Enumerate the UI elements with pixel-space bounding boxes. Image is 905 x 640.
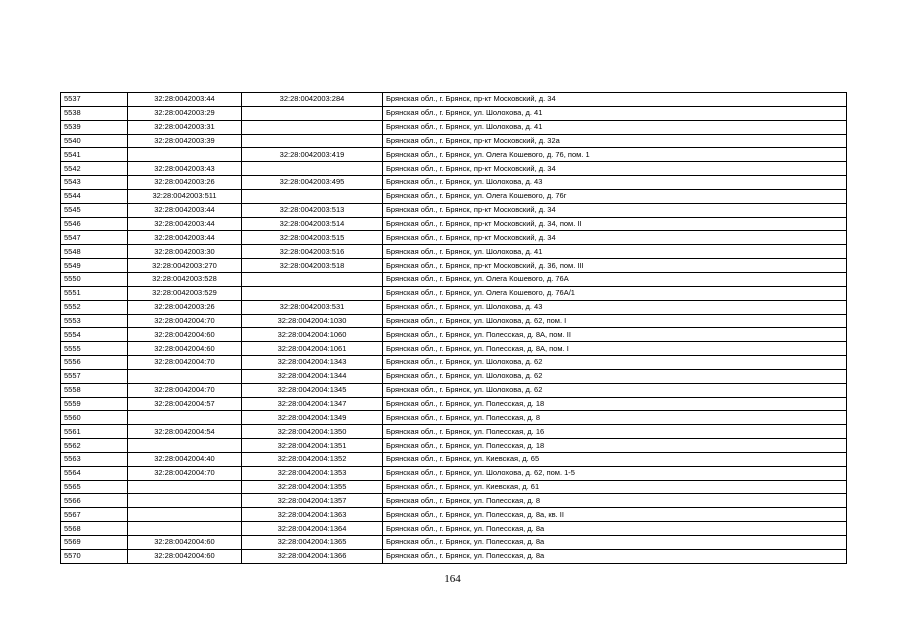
object-number-cell <box>242 272 383 286</box>
object-number-cell: 32:28:0042004:1364 <box>242 522 383 536</box>
address-cell: Брянская обл., г. Брянск, ул. Полесская, д. 8А, пом. I <box>383 342 847 356</box>
register-table <box>60 92 847 564</box>
row-number-cell: 5552 <box>61 300 128 314</box>
row-number-cell: 5563 <box>61 452 128 466</box>
parcel-number-cell: 32:28:0042003:31 <box>128 120 242 134</box>
object-number-cell <box>242 120 383 134</box>
parcel-number-cell: 32:28:0042004:60 <box>128 549 242 563</box>
object-number-cell: 32:28:0042004:1351 <box>242 439 383 453</box>
address-cell: Брянская обл., г. Брянск, ул. Полесская, д. 16 <box>383 425 847 439</box>
row-number-cell: 5540 <box>61 134 128 148</box>
table-row <box>61 522 847 536</box>
object-number-cell: 32:28:0042004:1365 <box>242 536 383 550</box>
table-row <box>61 300 847 314</box>
address-cell: Брянская обл., г. Брянск, пр-кт Московский, д. 32а <box>383 134 847 148</box>
row-number-cell: 5537 <box>61 93 128 107</box>
address-cell: Брянская обл., г. Брянск, ул. Шолохова, д. 62 <box>383 369 847 383</box>
table-row <box>61 536 847 550</box>
address-cell: Брянская обл., г. Брянск, ул. Шолохова, д. 43 <box>383 300 847 314</box>
address-cell: Брянская обл., г. Брянск, ул. Олега Кошевого, д. 76А <box>383 272 847 286</box>
table-row <box>61 508 847 522</box>
address-cell: Брянская обл., г. Брянск, ул. Полесская, д. 18 <box>383 397 847 411</box>
row-number-cell: 5549 <box>61 259 128 273</box>
object-number-cell: 32:28:0042004:1349 <box>242 411 383 425</box>
table-row <box>61 314 847 328</box>
table-row <box>61 356 847 370</box>
parcel-number-cell: 32:28:0042004:57 <box>128 397 242 411</box>
table-row <box>61 106 847 120</box>
object-number-cell <box>242 162 383 176</box>
object-number-cell: 32:28:0042004:1345 <box>242 383 383 397</box>
row-number-cell: 5548 <box>61 245 128 259</box>
parcel-number-cell: 32:28:0042004:70 <box>128 466 242 480</box>
row-number-cell: 5560 <box>61 411 128 425</box>
object-number-cell: 32:28:0042003:531 <box>242 300 383 314</box>
table-row <box>61 494 847 508</box>
parcel-number-cell <box>128 494 242 508</box>
row-number-cell: 5570 <box>61 549 128 563</box>
table-row <box>61 203 847 217</box>
address-cell: Брянская обл., г. Брянск, ул. Олега Кошевого, д. 76А/1 <box>383 286 847 300</box>
row-number-cell: 5538 <box>61 106 128 120</box>
object-number-cell <box>242 106 383 120</box>
table-row <box>61 369 847 383</box>
row-number-cell: 5566 <box>61 494 128 508</box>
table-row <box>61 397 847 411</box>
parcel-number-cell: 32:28:0042003:26 <box>128 176 242 190</box>
object-number-cell <box>242 134 383 148</box>
parcel-number-cell: 32:28:0042003:44 <box>128 203 242 217</box>
page-number: 164 <box>444 573 461 585</box>
object-number-cell: 32:28:0042004:1355 <box>242 480 383 494</box>
address-cell: Брянская обл., г. Брянск, ул. Шолохова, д. 62, пом. I <box>383 314 847 328</box>
object-number-cell: 32:28:0042004:1357 <box>242 494 383 508</box>
address-cell: Брянская обл., г. Брянск, пр-кт Московский, д. 34 <box>383 93 847 107</box>
object-number-cell: 32:28:0042004:1030 <box>242 314 383 328</box>
object-number-cell: 32:28:0042003:284 <box>242 93 383 107</box>
row-number-cell: 5542 <box>61 162 128 176</box>
table-row <box>61 162 847 176</box>
parcel-number-cell: 32:28:0042003:44 <box>128 93 242 107</box>
object-number-cell: 32:28:0042004:1352 <box>242 452 383 466</box>
row-number-cell: 5568 <box>61 522 128 536</box>
row-number-cell: 5569 <box>61 536 128 550</box>
object-number-cell <box>242 189 383 203</box>
parcel-number-cell: 32:28:0042003:44 <box>128 217 242 231</box>
address-cell: Брянская обл., г. Брянск, ул. Олега Кошевого, д. 76г <box>383 189 847 203</box>
table-row <box>61 259 847 273</box>
object-number-cell: 32:28:0042003:516 <box>242 245 383 259</box>
table-row <box>61 383 847 397</box>
parcel-number-cell: 32:28:0042003:30 <box>128 245 242 259</box>
table-row <box>61 452 847 466</box>
table-row <box>61 134 847 148</box>
address-cell: Брянская обл., г. Брянск, ул. Полесская, д. 8а <box>383 536 847 550</box>
table-row <box>61 439 847 453</box>
address-cell: Брянская обл., г. Брянск, ул. Полесская, д. 8 <box>383 411 847 425</box>
object-number-cell: 32:28:0042004:1353 <box>242 466 383 480</box>
object-number-cell: 32:28:0042004:1061 <box>242 342 383 356</box>
parcel-number-cell: 32:28:0042003:270 <box>128 259 242 273</box>
parcel-number-cell <box>128 508 242 522</box>
row-number-cell: 5564 <box>61 466 128 480</box>
parcel-number-cell: 32:28:0042003:43 <box>128 162 242 176</box>
parcel-number-cell: 32:28:0042003:511 <box>128 189 242 203</box>
object-number-cell: 32:28:0042004:1343 <box>242 356 383 370</box>
row-number-cell: 5559 <box>61 397 128 411</box>
object-number-cell: 32:28:0042004:1344 <box>242 369 383 383</box>
parcel-number-cell: 32:28:0042004:70 <box>128 383 242 397</box>
address-cell: Брянская обл., г. Брянск, ул. Киевская, д. 61 <box>383 480 847 494</box>
row-number-cell: 5551 <box>61 286 128 300</box>
address-cell: Брянская обл., г. Брянск, пр-кт Московский, д. 34 <box>383 203 847 217</box>
table-row <box>61 93 847 107</box>
parcel-number-cell <box>128 411 242 425</box>
parcel-number-cell <box>128 148 242 162</box>
parcel-number-cell: 32:28:0042003:39 <box>128 134 242 148</box>
table-row <box>61 272 847 286</box>
table-row <box>61 231 847 245</box>
parcel-number-cell: 32:28:0042004:60 <box>128 342 242 356</box>
parcel-number-cell: 32:28:0042004:70 <box>128 314 242 328</box>
row-number-cell: 5558 <box>61 383 128 397</box>
row-number-cell: 5543 <box>61 176 128 190</box>
table-row <box>61 120 847 134</box>
table-row <box>61 480 847 494</box>
table-row <box>61 328 847 342</box>
parcel-number-cell: 32:28:0042003:528 <box>128 272 242 286</box>
parcel-number-cell: 32:28:0042004:40 <box>128 452 242 466</box>
table-row <box>61 549 847 563</box>
address-cell: Брянская обл., г. Брянск, ул. Шолохова, д. 43 <box>383 176 847 190</box>
row-number-cell: 5567 <box>61 508 128 522</box>
object-number-cell: 32:28:0042004:1350 <box>242 425 383 439</box>
object-number-cell: 32:28:0042003:419 <box>242 148 383 162</box>
address-cell: Брянская обл., г. Брянск, ул. Киевская, д. 65 <box>383 452 847 466</box>
address-cell: Брянская обл., г. Брянск, ул. Полесская, д. 8а, кв. II <box>383 508 847 522</box>
row-number-cell: 5565 <box>61 480 128 494</box>
row-number-cell: 5541 <box>61 148 128 162</box>
address-cell: Брянская обл., г. Брянск, ул. Олега Кошевого, д. 76, пом. 1 <box>383 148 847 162</box>
object-number-cell: 32:28:0042003:513 <box>242 203 383 217</box>
row-number-cell: 5555 <box>61 342 128 356</box>
table-row <box>61 411 847 425</box>
parcel-number-cell: 32:28:0042004:60 <box>128 328 242 342</box>
register-table-body <box>61 93 847 564</box>
parcel-number-cell: 32:28:0042003:26 <box>128 300 242 314</box>
object-number-cell: 32:28:0042003:518 <box>242 259 383 273</box>
table-row <box>61 148 847 162</box>
address-cell: Брянская обл., г. Брянск, ул. Полесская, д. 18 <box>383 439 847 453</box>
address-cell: Брянская обл., г. Брянск, пр-кт Московский, д. 34 <box>383 162 847 176</box>
row-number-cell: 5561 <box>61 425 128 439</box>
address-cell: Брянская обл., г. Брянск, ул. Шолохова, д. 41 <box>383 120 847 134</box>
row-number-cell: 5539 <box>61 120 128 134</box>
table-row <box>61 425 847 439</box>
object-number-cell: 32:28:0042004:1363 <box>242 508 383 522</box>
table-row <box>61 466 847 480</box>
address-cell: Брянская обл., г. Брянск, пр-кт Московский, д. 34, пом. II <box>383 217 847 231</box>
parcel-number-cell: 32:28:0042004:60 <box>128 536 242 550</box>
address-cell: Брянская обл., г. Брянск, ул. Полесская, д. 8А, пом. II <box>383 328 847 342</box>
row-number-cell: 5550 <box>61 272 128 286</box>
address-cell: Брянская обл., г. Брянск, ул. Шолохова, д. 62, пом. 1-5 <box>383 466 847 480</box>
row-number-cell: 5546 <box>61 217 128 231</box>
row-number-cell: 5545 <box>61 203 128 217</box>
address-cell: Брянская обл., г. Брянск, ул. Полесская, д. 8 <box>383 494 847 508</box>
parcel-number-cell <box>128 369 242 383</box>
address-cell: Брянская обл., г. Брянск, ул. Шолохова, д. 41 <box>383 106 847 120</box>
address-cell: Брянская обл., г. Брянск, ул. Полесская, д. 8а <box>383 522 847 536</box>
table-row <box>61 342 847 356</box>
object-number-cell: 32:28:0042004:1347 <box>242 397 383 411</box>
row-number-cell: 5553 <box>61 314 128 328</box>
row-number-cell: 5544 <box>61 189 128 203</box>
parcel-number-cell: 32:28:0042003:44 <box>128 231 242 245</box>
parcel-number-cell: 32:28:0042004:54 <box>128 425 242 439</box>
address-cell: Брянская обл., г. Брянск, пр-кт Московский, д. 34 <box>383 231 847 245</box>
address-cell: Брянская обл., г. Брянск, ул. Шолохова, д. 62 <box>383 383 847 397</box>
row-number-cell: 5562 <box>61 439 128 453</box>
row-number-cell: 5547 <box>61 231 128 245</box>
row-number-cell: 5557 <box>61 369 128 383</box>
table-row <box>61 286 847 300</box>
table-row <box>61 245 847 259</box>
address-cell: Брянская обл., г. Брянск, пр-кт Московский, д. 36, пом. III <box>383 259 847 273</box>
row-number-cell: 5554 <box>61 328 128 342</box>
object-number-cell: 32:28:0042004:1060 <box>242 328 383 342</box>
object-number-cell: 32:28:0042003:515 <box>242 231 383 245</box>
parcel-number-cell <box>128 480 242 494</box>
address-cell: Брянская обл., г. Брянск, ул. Полесская, д. 8а <box>383 549 847 563</box>
object-number-cell: 32:28:0042004:1366 <box>242 549 383 563</box>
table-row <box>61 189 847 203</box>
parcel-number-cell <box>128 522 242 536</box>
table-row <box>61 217 847 231</box>
parcel-number-cell: 32:28:0042003:29 <box>128 106 242 120</box>
parcel-number-cell <box>128 439 242 453</box>
object-number-cell <box>242 286 383 300</box>
object-number-cell: 32:28:0042003:495 <box>242 176 383 190</box>
object-number-cell: 32:28:0042003:514 <box>242 217 383 231</box>
table-row <box>61 176 847 190</box>
parcel-number-cell: 32:28:0042003:529 <box>128 286 242 300</box>
row-number-cell: 5556 <box>61 356 128 370</box>
address-cell: Брянская обл., г. Брянск, ул. Шолохова, д. 41 <box>383 245 847 259</box>
address-cell: Брянская обл., г. Брянск, ул. Шолохова, д. 62 <box>383 356 847 370</box>
parcel-number-cell: 32:28:0042004:70 <box>128 356 242 370</box>
